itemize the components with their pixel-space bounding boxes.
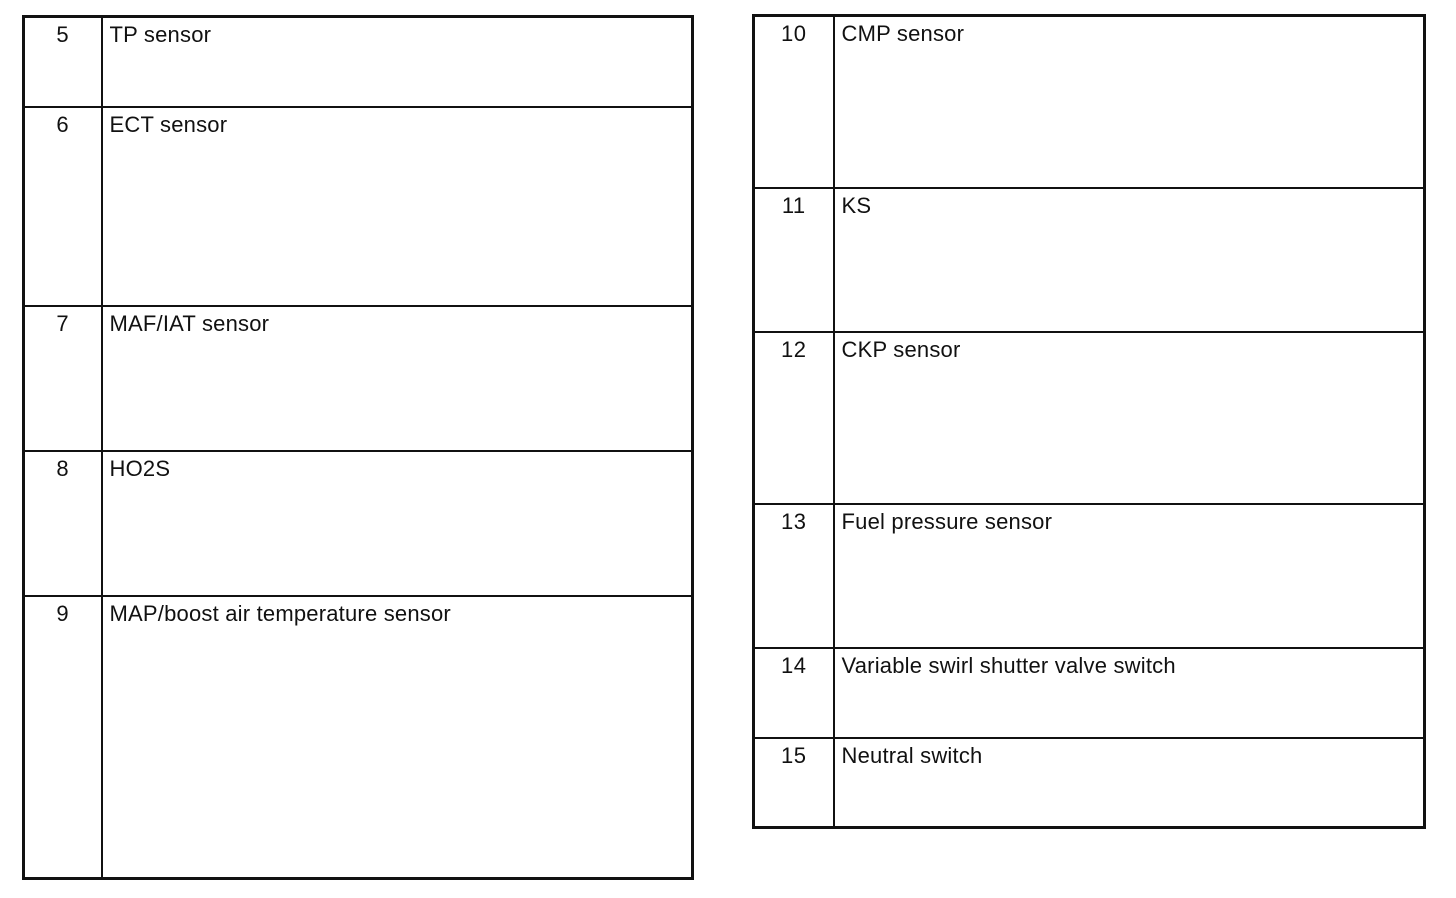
component-label: Variable swirl shutter valve switch xyxy=(834,648,1425,738)
component-table-left xyxy=(22,15,694,880)
row-number: 7 xyxy=(24,306,102,451)
component-label: CMP sensor xyxy=(834,16,1425,188)
component-label: CKP sensor xyxy=(834,332,1425,504)
component-label: KS xyxy=(834,188,1425,332)
table-row xyxy=(24,596,693,879)
table-row xyxy=(754,16,1425,188)
row-number: 14 xyxy=(754,648,834,738)
row-number: 13 xyxy=(754,504,834,648)
table-row xyxy=(24,306,693,451)
table-row xyxy=(754,504,1425,648)
component-label: Neutral switch xyxy=(834,738,1425,828)
row-number: 15 xyxy=(754,738,834,828)
row-number: 5 xyxy=(24,17,102,107)
component-label: ECT sensor xyxy=(102,107,693,306)
table-row xyxy=(754,738,1425,828)
component-table-right xyxy=(752,14,1426,829)
row-number: 12 xyxy=(754,332,834,504)
row-number: 10 xyxy=(754,16,834,188)
component-label: MAF/IAT sensor xyxy=(102,306,693,451)
row-number: 8 xyxy=(24,451,102,596)
row-number: 9 xyxy=(24,596,102,879)
table-row xyxy=(24,107,693,306)
table-row xyxy=(754,332,1425,504)
component-label: MAP/boost air temperature sensor xyxy=(102,596,693,879)
component-label: HO2S xyxy=(102,451,693,596)
table-row xyxy=(24,17,693,107)
component-label: TP sensor xyxy=(102,17,693,107)
table-row xyxy=(24,451,693,596)
table-row xyxy=(754,188,1425,332)
row-number: 6 xyxy=(24,107,102,306)
component-label: Fuel pressure sensor xyxy=(834,504,1425,648)
row-number: 11 xyxy=(754,188,834,332)
table-row xyxy=(754,648,1425,738)
